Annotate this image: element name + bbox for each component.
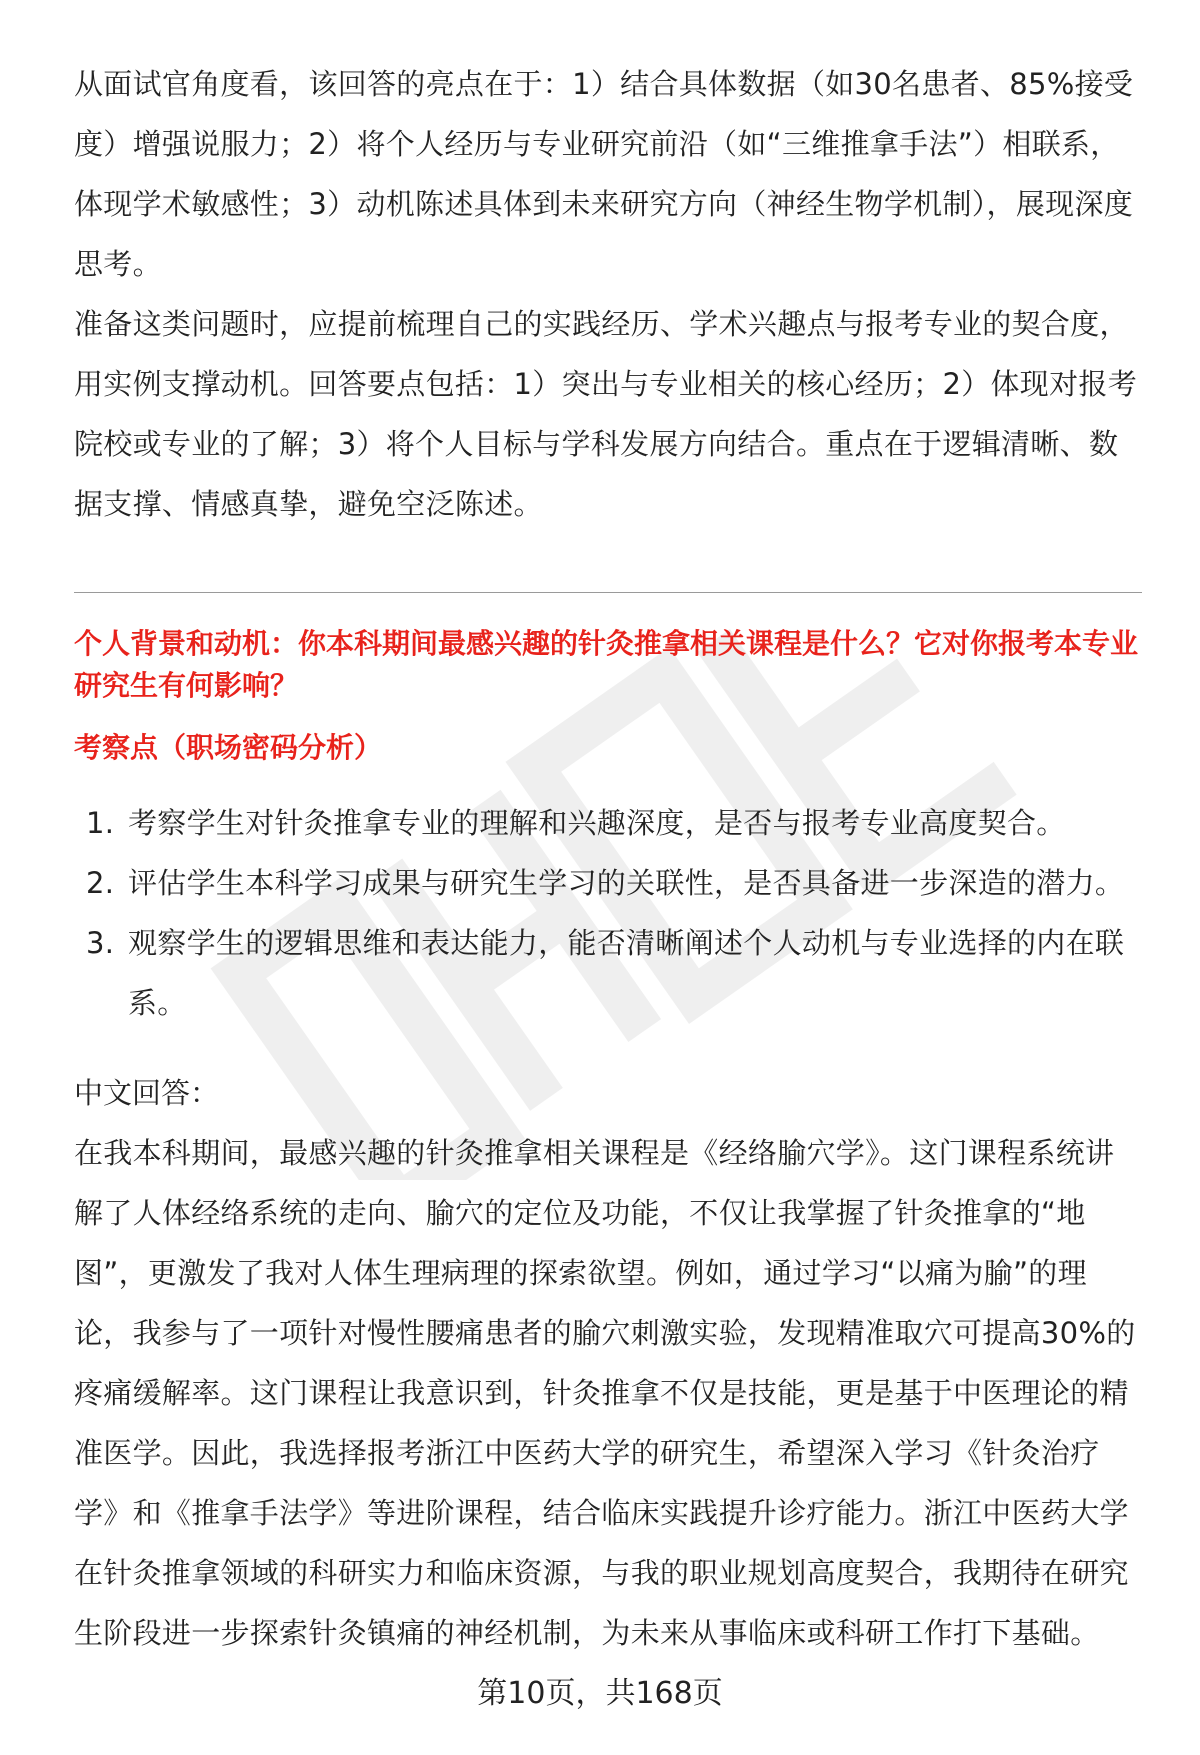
page-number: 第10页，共168页 (477, 1676, 723, 1711)
list-item (74, 913, 1142, 1033)
list-item-text: 观察学生的逻辑思维和表达能力，能否清晰阐述个人动机与专业选择的内在联系。 (128, 926, 1125, 1020)
section-divider (74, 592, 1142, 593)
question-title: 个人背景和动机：你本科期间最感兴趣的针灸推拿相关课程是什么？它对你报考本专业研究生有何影响？ (74, 627, 1139, 702)
document-page (74, 54, 1142, 1663)
list-item-number: 2. (86, 866, 115, 900)
list-item-text: 评估学生本科学习成果与研究生学习的关联性，是否具备进一步深造的潜力。 (128, 866, 1125, 900)
assessment-points-list (74, 793, 1142, 1033)
list-item (74, 853, 1142, 913)
answer-body: 在我本科期间，最感兴趣的针灸推拿相关课程是《经络腧穴学》。这门课程系统讲解了人体经络系统的走向、腧穴的定位及功能，不仅让我掌握了针灸推拿的“地图”，更激发了我对人体生理病理的探索欲望。例如，通过学习“以痛为腧”的理论，我参与了一项针对慢性腰痛患者的腧穴刺激实验，发现精准取穴可提高30%的疼痛缓解率。这门课程让我意识到，针灸推拿不仅是技能，更是基于中医理论的精准医学。因此，我选择报考浙江中医药大学的研究生，希望深入学习《针灸治疗学》和《推拿手法学》等进阶课程，结合临床实践提升诊疗能力。浙江中医药大学在针灸推拿领域的科研实力和临床资源，与我的职业规划高度契合，我期待在研究生阶段进一步探索针灸镇痛的神经机制，为未来从事临床或科研工作打下基础。 (74, 1136, 1136, 1650)
list-item-number: 1. (86, 806, 115, 840)
evaluation-paragraph: 从面试官角度看，该回答的亮点在于：1）结合具体数据（如30名患者、85%接受度）增强说服力；2）将个人经历与专业研究前沿（如“三维推拿手法”）相联系，体现学术敏感性；3）动机陈述具体到未来研究方向（神经生物学机制），展现深度思考。 (74, 67, 1134, 281)
list-item-number: 3. (86, 926, 115, 960)
list-item (74, 793, 1142, 853)
answer-label: 中文回答： (74, 1076, 220, 1110)
assessment-points-heading: 考察点（职场密码分析） (74, 731, 383, 764)
list-item-text: 考察学生对针灸推拿专业的理解和兴趣深度，是否与报考专业高度契合。 (128, 806, 1066, 840)
preparation-paragraph: 准备这类问题时，应提前梳理自己的实践经历、学术兴趣点与报考专业的契合度，用实例支撑动机。回答要点包括：1）突出与专业相关的核心经历；2）体现对报考院校或专业的了解；3）将个人目标与学科发展方向结合。重点在于逻辑清晰、数据支撑、情感真挚，避免空泛陈述。 (74, 307, 1138, 521)
